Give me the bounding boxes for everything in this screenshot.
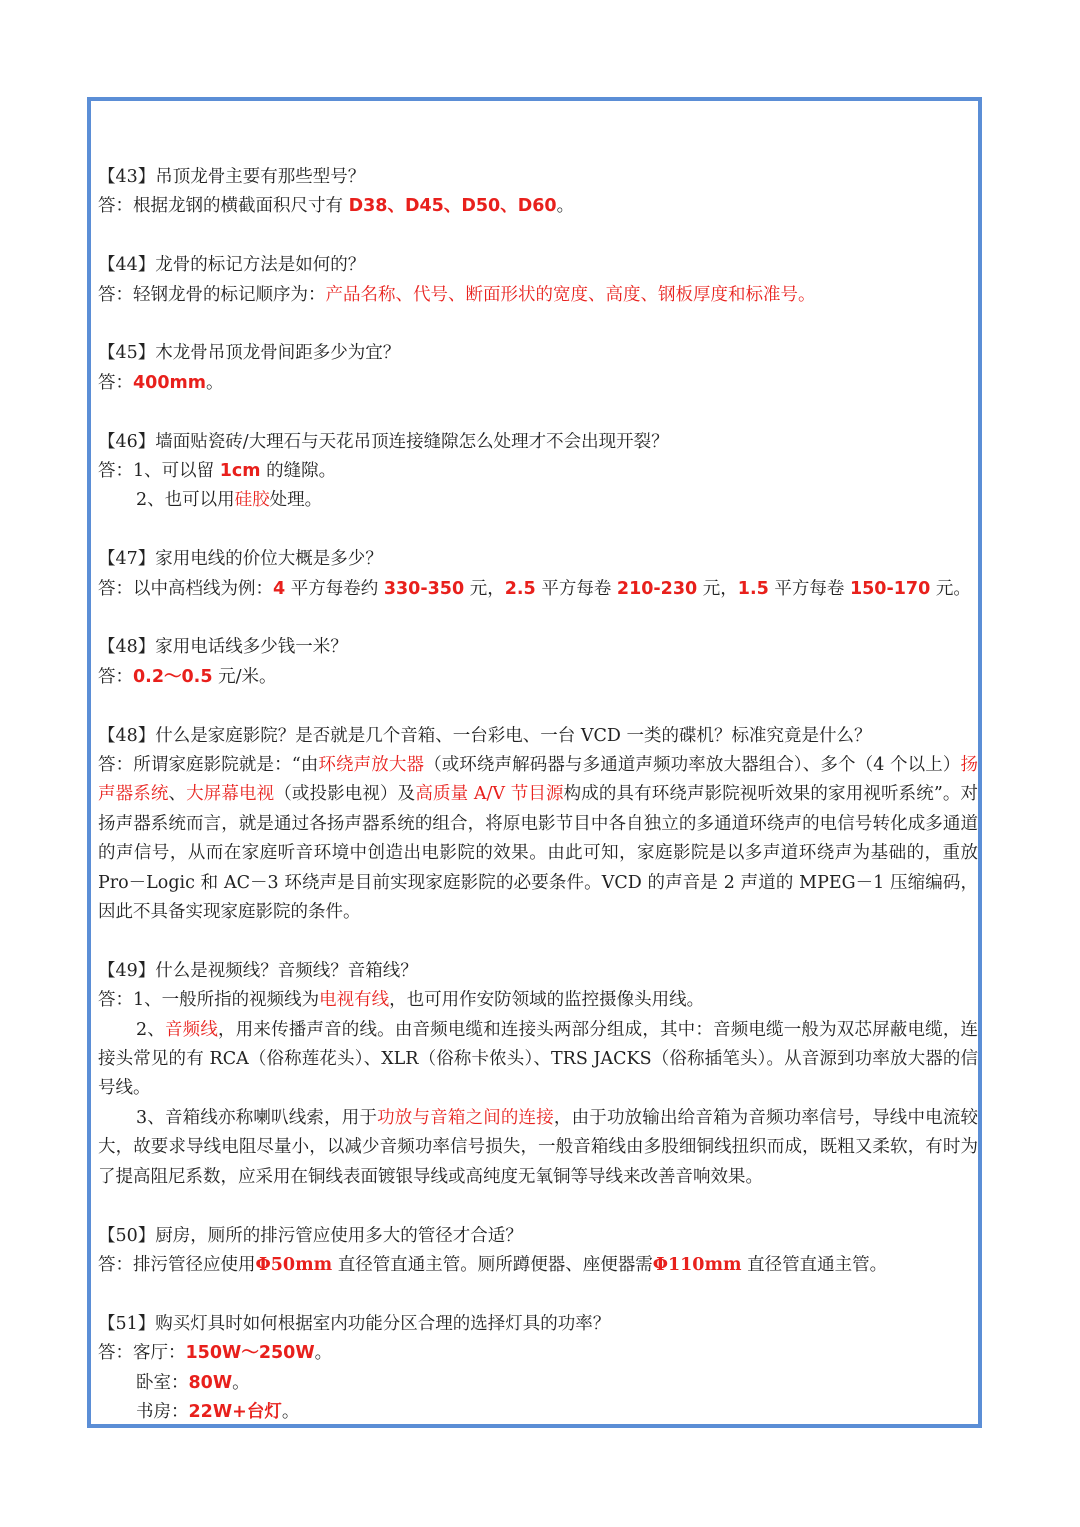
answer-text: 答： [98,372,133,393]
highlight-text: 产品名称、代号、断面形状的宽度、高度、钢板厚度和标准号。 [325,284,816,305]
answer-text: 答： [98,666,133,687]
answer-text: （或投影电视）及 [274,784,416,805]
answer-text: 元/米。 [212,666,277,687]
question: 【44】龙骨的标记方法是如何的？ [98,255,366,276]
qa-43 [98,163,978,222]
highlight-text: 扬声器系统 [98,755,978,805]
answer-text: 答：1、可以留 [98,461,220,482]
answer [98,1398,978,1427]
answer-text: 构成的具有环绕声影院视听效果的家用视听系统”。对扬声器系统而言，就是通过各扬声器系统的组合，将原电影节目中各自独立的多通道环绕声的电信号转化成多通道的声信号，从而在家庭听音环境中创造出电影院的效果。由此可知，家庭影院是以多声道环绕声为基础的，重放 Pro－Logic 和 AC－3 环绕声是目前实现家庭影院的必要条件。VCD 的声音是 2 声道的 MPEG－1 压缩编码，因此不具备实现家庭影院的条件。 [98,784,979,923]
qa-46 [98,428,978,516]
answer [98,575,978,604]
answer-text: 元。 [930,578,971,599]
qa-49 [98,957,978,1192]
answer-text: 直径管直通主管。 [741,1254,888,1275]
highlight-text: 1.5 [737,578,769,599]
highlight-text: 环绕声放大器 [318,755,425,776]
answer-text: （或环绕声解码器与多通道声频功率放大器组合）、多个（4 个以上） [424,755,961,776]
question: 【45】木龙骨吊顶龙骨间距多少为宜？ [98,343,401,364]
highlight-text: 大屏幕电视 [186,784,275,805]
answer-text: 。 [281,1401,300,1422]
highlight-text: 210-230 [616,578,698,599]
answer-text: 。 [206,372,224,393]
answer-text: ，由于功放输出给音箱为音频功率信号，导线中电流较大，故要求导线电阻尽量小，以减少音频功率信号损失，一般音箱线由多股细铜线扭织而成，既粗又柔软，有时为了提高阻尼系数，应采用在铜线表面镀银导线或高纯度无氧铜等导线来改善音响效果。 [98,1107,978,1187]
answer-text: 答：所谓家庭影院就是：“由 [98,755,319,776]
highlight-text: 硅胶 [234,490,270,511]
answer-text: 答：排污管径应使用 [98,1254,256,1275]
highlight-text: 2.5 [504,578,536,599]
answer [98,369,978,398]
highlight-text: 音频线 [165,1019,219,1040]
answer [98,281,978,310]
question: 【43】吊顶龙骨主要有那些型号？ [98,167,366,187]
qa-48-phone-wire [98,633,978,692]
highlight-text: 1cm [219,461,261,482]
answer-text: 元， [464,578,505,599]
answer-text: 答：轻钢龙骨的标记顺序为： [98,284,326,305]
answer-text: 平方每卷 [768,578,850,599]
answer-text: 。 [556,196,575,217]
answer [98,1016,978,1104]
answer-text: 答：以中高档线为例： [98,578,273,599]
answer-text: 。 [314,1343,333,1364]
answer [98,751,978,927]
highlight-text: 400mm [133,372,206,393]
highlight-text: 电视有线 [319,990,390,1011]
highlight-text: Φ50mm [255,1254,333,1275]
answer-text: 处理。 [269,490,323,511]
answer [98,1251,978,1280]
qa-45 [98,339,978,398]
question: 【47】家用电线的价位大概是多少？ [98,549,383,570]
question: 【46】墙面贴瓷砖/大理石与天花吊顶连接缝隙怎么处理才不会出现开裂？ [98,431,669,452]
question: 【51】购买灯具时如何根据室内功能分区合理的选择灯具的功率？ [98,1313,611,1334]
answer-text: 直径管直通主管。厕所蹲便器、座便器需 [332,1254,653,1275]
qa-48-home-theater [98,722,978,928]
highlight-text: D38、D45、D50、D60 [348,196,557,217]
qa-51 [98,1310,978,1428]
answer-text: 书房： [136,1401,189,1422]
highlight-text: Φ110mm [652,1254,742,1275]
highlight-text: 150W～250W [185,1343,315,1364]
answer-text: 卧室： [136,1372,189,1393]
highlight-text: 4 [273,578,286,599]
qa-47 [98,545,978,604]
highlight-text: 22W+台灯 [188,1401,282,1422]
answer-text: 平方每卷 [535,578,617,599]
highlight-text: 高质量 A/V 节目源 [415,784,564,805]
question: 【49】什么是视频线？音频线？音箱线？ [98,960,418,981]
answer [98,1104,978,1192]
answer-text: 答：客厅： [98,1343,186,1364]
highlight-text: 150-170 [849,578,931,599]
answer [98,192,978,221]
answer-text: 2、也可以用 [136,490,235,511]
answer-text: 。 [232,1372,250,1393]
answer-text: 平方每卷约 [285,578,384,599]
answer-text: ，用来传播声音的线。由音频电缆和连接头两部分组成，其中：音频电缆一般为双芯屏蔽电缆，连接头常见的有 RCA（俗称莲花头）、XLR（俗称卡侬头）、TRS JACKS（俗称插笔头）。从音源到功率放大器的信号线。 [98,1019,979,1099]
qa-44 [98,251,978,310]
answer [98,663,978,692]
answer [98,1339,978,1368]
answer-text: 答：根据龙钢的横截面积尺寸有 [98,196,349,217]
answer-text: 2、 [136,1019,165,1040]
question: 【48】什么是家庭影院？是否就是几个音箱、一台彩电、一台 VCD 一类的碟机？标准究竟是什么？ [98,725,872,746]
answer-text: 的缝隙。 [260,461,337,482]
answer-text: 元， [697,578,738,599]
answer-text: 、 [168,784,187,805]
highlight-text: 80W [188,1372,233,1393]
question: 【50】厨房，厕所的排污管应使用多大的管径才合适？ [98,1225,523,1246]
qa-document [98,163,978,1457]
highlight-text: 功放与音箱之间的连接 [377,1107,554,1128]
answer [98,486,978,515]
qa-50 [98,1222,978,1281]
highlight-text: 0.2～0.5 [133,666,213,687]
answer [98,1369,978,1398]
question: 【48】家用电话线多少钱一米？ [98,637,348,658]
answer-text: 3、音箱线亦称喇叭线索，用于 [136,1107,378,1128]
highlight-text: 330-350 [383,578,465,599]
answer [98,986,978,1015]
answer [98,457,978,486]
answer-text: ，也可用作安防领域的监控摄像头用线。 [389,990,705,1011]
answer-text: 答：1、一般所指的视频线为 [98,990,320,1011]
